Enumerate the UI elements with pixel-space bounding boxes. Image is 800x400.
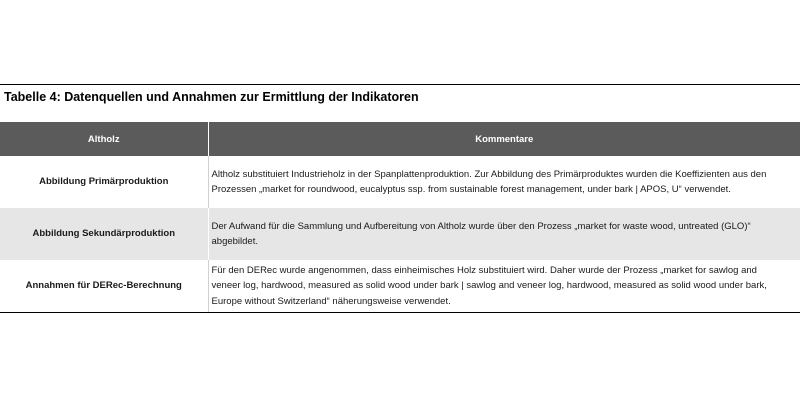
table-row	[0, 260, 800, 313]
table-header-row	[0, 122, 800, 156]
header-altholz: Altholz	[0, 122, 208, 156]
caption-rule	[0, 84, 800, 85]
row-comment: Altholz substituiert Industrieholz in der Spanplattenproduktion. Zur Abbildung des Primärproduktes wurden die Koeffizienten aus den Prozessen „market for roundwood, eucalyptus ssp. from sustainable forest management, under bark | APOS, U“ verwendet.	[211, 168, 767, 195]
table-row	[0, 156, 800, 208]
row-comment: Der Aufwand für die Sammlung und Aufbereitung von Altholz wurde über den Prozess „market for waste wood, untreated (GLO)“ abgebildet.	[208, 208, 800, 260]
row-label: Abbildung Sekundärproduktion	[0, 208, 208, 260]
table-row	[0, 208, 800, 260]
row-label: Annahmen für DERec-Berechnung	[0, 260, 208, 313]
row-comment: Für den DERec wurde angenommen, dass einheimisches Holz substituiert wird. Daher wurde der Prozess „market for sawlog and veneer log, hardwood, measured as solid wood under bark | sawlog and veneer log, hardwood, measured as solid wood under bark, Europe without Switzerland“ näherungsweise verwendet.	[208, 260, 800, 313]
row-label: Abbildung Primärproduktion	[0, 156, 208, 208]
data-sources-table	[0, 122, 800, 313]
header-kommentare: Kommentare	[208, 122, 800, 156]
table-caption: Tabelle 4: Datenquellen und Annahmen zur Ermittlung der Indikatoren	[4, 90, 419, 104]
